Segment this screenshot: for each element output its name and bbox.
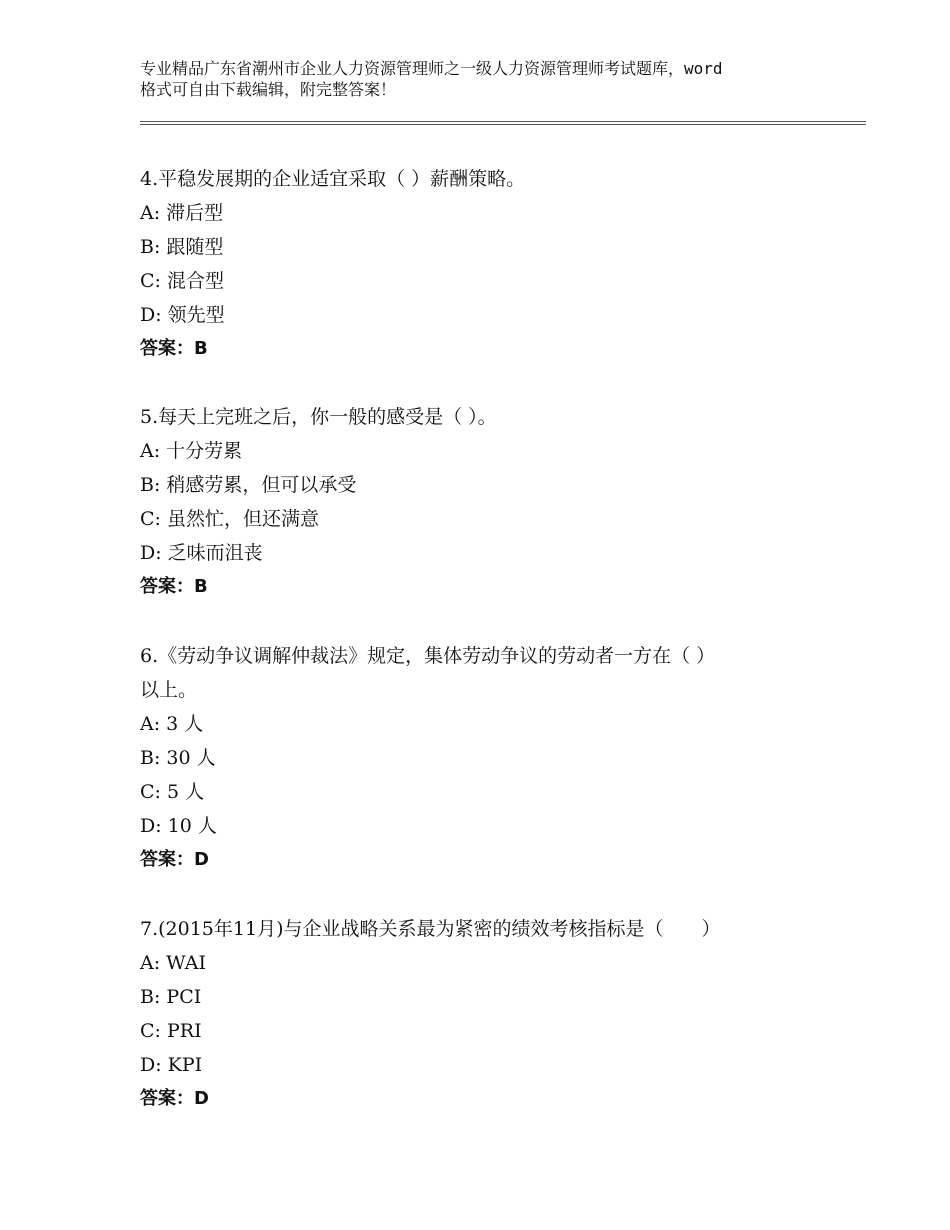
header-line-1: 专业精品广东省潮州市企业人力资源管理师之一级人力资源管理师考试题库，word: [140, 59, 723, 78]
option-a: A: 3 人: [140, 713, 204, 735]
header-divider-top: [140, 121, 866, 122]
option-d: D: 10 人: [140, 815, 217, 837]
header-line-2: 格式可自由下载编辑，附完整答案！: [140, 80, 397, 99]
option-c: C: 5 人: [140, 781, 205, 803]
question-stem-continued: 以上。: [140, 679, 198, 701]
option-d: D: 领先型: [140, 304, 225, 326]
question-7: [140, 912, 830, 1116]
option-b: B: 跟随型: [140, 236, 224, 258]
question-stem: 5.每天上完班之后，你一般的感受是（ ）。: [140, 406, 497, 428]
option-b: B: PCI: [140, 986, 202, 1008]
answer-label: 答案：B: [140, 576, 208, 597]
answer-label: 答案：B: [140, 338, 208, 359]
option-b: B: 稍感劳累，但可以承受: [140, 474, 357, 496]
question-stem: 7.(2015年11月)与企业战略关系最为紧密的绩效考核指标是（ ）: [140, 918, 721, 940]
option-c: C: 混合型: [140, 270, 224, 292]
option-c: C: PRI: [140, 1020, 202, 1042]
answer-label: 答案：D: [140, 1088, 209, 1109]
question-stem: 4.平稳发展期的企业适宜采取（ ）薪酬策略。: [140, 168, 526, 190]
option-a: A: 滞后型: [140, 202, 224, 224]
question-5: [140, 400, 830, 604]
question-stem: 6.《劳动争议调解仲裁法》规定，集体劳动争议的劳动者一方在（ ）: [140, 645, 716, 667]
option-a: A: WAI: [140, 952, 206, 974]
option-d: D: KPI: [140, 1054, 203, 1076]
option-d: D: 乏味而沮丧: [140, 542, 263, 564]
answer-label: 答案：D: [140, 849, 209, 870]
document-header: [140, 58, 830, 100]
option-b: B: 30 人: [140, 747, 216, 769]
question-6: [140, 639, 830, 877]
option-c: C: 虽然忙，但还满意: [140, 508, 319, 530]
option-a: A: 十分劳累: [140, 440, 243, 462]
question-4: [140, 162, 830, 366]
header-divider-bottom: [140, 124, 866, 125]
